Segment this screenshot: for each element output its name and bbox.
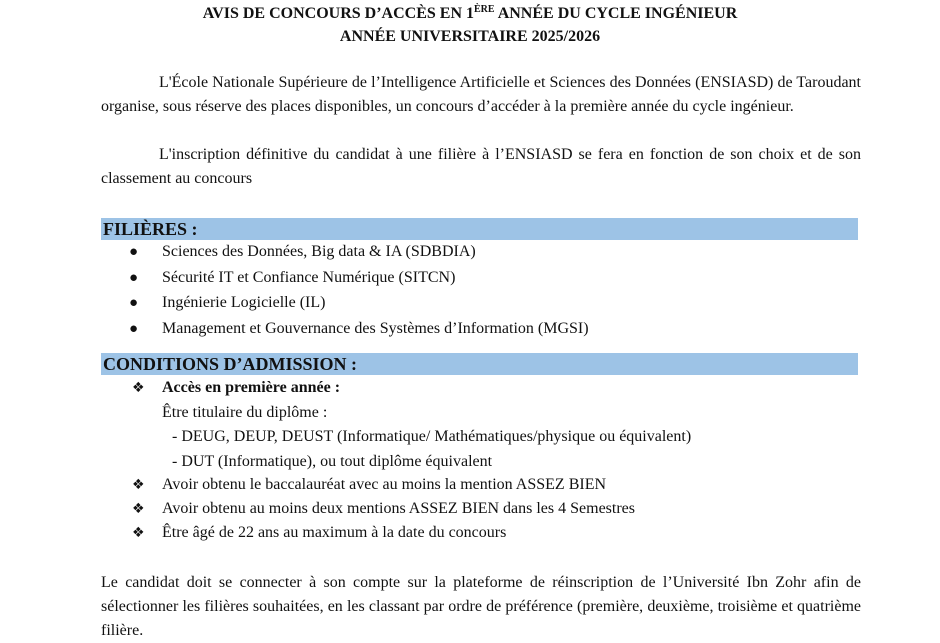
filiere-label: Sciences des Données, Big data & IA (SDBDIA)	[162, 243, 476, 260]
title-line-2: ANNÉE UNIVERSITAIRE 2025/2026	[339, 28, 601, 45]
diamond-bullet-icon: ❖	[132, 477, 145, 493]
filiere-label: Management et Gouvernance des Systèmes d’Information (MGSI)	[162, 320, 589, 337]
condition-item	[132, 378, 340, 398]
bullet-icon: ●	[129, 295, 139, 311]
diamond-bullet-icon: ❖	[132, 525, 145, 541]
bullet-icon: ●	[129, 321, 139, 337]
diploma-item: - DUT (Informatique), ou tout diplôme équivalent	[172, 453, 493, 470]
closing-paragraph: Le candidat doit se connecter à son compte sur la plateforme de réinscription de l’Université Ibn Zohr afin de sélectionner les filières souhaitées, en les classant par ordre de préférence (première, deuxième, troisième et quatrième filière.	[101, 574, 861, 639]
intro-paragraph-2: L'inscription définitive du candidat à une filière à l’ENSIASD se fera en fonction de son choix et de son classement au concours	[101, 146, 861, 187]
condition-label: Être âgé de 22 ans au maximum à la date du concours	[162, 524, 507, 541]
filiere-item	[129, 319, 589, 339]
bullet-icon: ●	[129, 270, 139, 286]
title-line-1-part-2: ANNÉE DU CYCLE INGÉNIEUR	[494, 5, 738, 22]
title-line-1	[0, 4, 940, 24]
diamond-bullet-icon: ❖	[132, 380, 145, 396]
filieres-heading: FILIÈRES :	[101, 218, 858, 240]
filiere-item	[129, 242, 476, 262]
diploma-item: - DEUG, DEUP, DEUST (Informatique/ Mathématiques/physique ou équivalent)	[172, 428, 692, 445]
filiere-label: Sécurité IT et Confiance Numérique (SITCN)	[162, 269, 456, 286]
filiere-item	[129, 293, 325, 313]
diamond-bullet-icon: ❖	[132, 501, 145, 517]
conditions-heading: CONDITIONS D’ADMISSION :	[101, 353, 858, 375]
filiere-item	[129, 268, 455, 288]
condition-label: Avoir obtenu au moins deux mentions ASSEZ BIEN dans les 4 Semestres	[162, 500, 635, 517]
access-label: Accès en première année :	[162, 379, 341, 396]
bullet-icon: ●	[129, 244, 139, 260]
condition-item	[132, 499, 635, 519]
condition-item	[132, 523, 506, 543]
filiere-label: Ingénierie Logicielle (IL)	[162, 294, 326, 311]
title-superscript: ÈRE	[474, 4, 495, 15]
diploma-intro: Être titulaire du diplôme :	[162, 404, 328, 421]
title-line-1-part-1: AVIS DE CONCOURS D’ACCÈS EN 1	[202, 5, 475, 22]
condition-label: Avoir obtenu le baccalauréat avec au moins la mention ASSEZ BIEN	[162, 476, 607, 493]
condition-item	[132, 475, 606, 495]
intro-paragraph-1: L'École Nationale Supérieure de l’Intelligence Artificielle et Sciences des Données (ENSIASD) de Taroudant organise, sous réserve des places disponibles, un concours d’accéder à la première année du cycle ingénieur.	[101, 74, 861, 115]
